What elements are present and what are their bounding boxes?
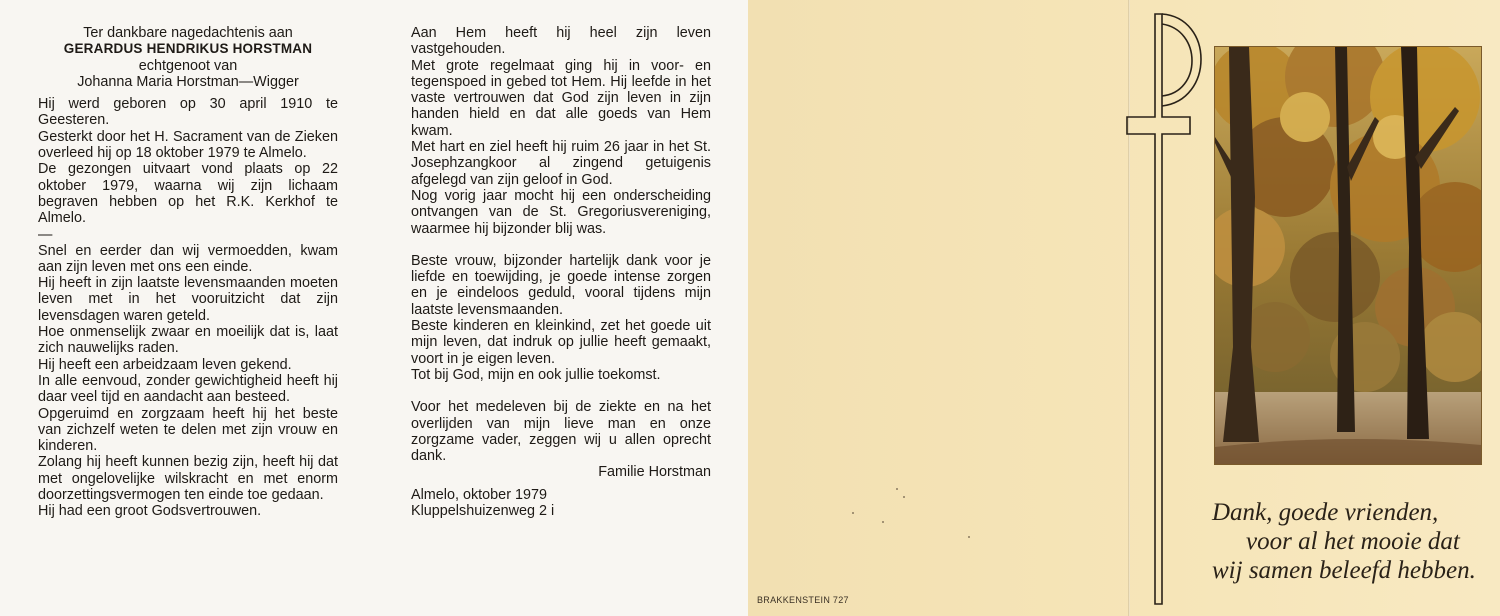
intro-line: Ter dankbare nagedachtenis aan — [83, 25, 293, 41]
paragraph: Nog vorig jaar mocht hij een onderscheiding ontvangen van de St. Gregoriusvereniging, waarmee hij bijzonder blij was. — [411, 187, 711, 237]
paragraph: Voor het medeleven bij de ziekte en na het overlijden van mijn lieve man en onze zorgzame vader, zeggen wij u allen oprecht dank. — [411, 399, 711, 465]
deceased-name: GERARDUS HENDRIKUS HORSTMAN — [63, 41, 313, 57]
death-paragraph: Gesterkt door het H. Sacrament van de Zieken overleed hij op 18 oktober 1979 te Almelo. — [38, 128, 338, 162]
paragraph: Met hart en ziel heeft hij ruim 26 jaar in het St. Josephzangkoor al zingend getuigenis afgelegd van zijn geloof in God. — [411, 139, 711, 188]
address: Kluppelshuizenweg 2 i — [411, 503, 555, 520]
separator-dash: — — [38, 226, 53, 243]
paragraph: Hij had een groot Godsvertrouwen. — [38, 503, 262, 520]
printer-mark: BRAKKENSTEIN 727 — [757, 595, 849, 605]
funeral-paragraph: De gezongen uitvaart vond plaats op 22 oktober 1979, waarna wij zijn lichaam begraven hebben op het R.K. Kerkhof te Almelo. — [38, 161, 338, 227]
paragraph: Beste vrouw, bijzonder hartelijk dank voor je liefde en toewijding, je goede intense zorgen en je eindeloos geduld, vooral tijdens mijn laatste levensmaanden. — [411, 252, 711, 318]
birth-paragraph: Hij werd geboren op 30 april 1910 te Geesteren. — [38, 96, 338, 129]
paragraph: Opgeruimd en zorgzaam heeft hij het beste van zichzelf weten te delen met zijn vrouw en kinderen. — [38, 405, 338, 455]
verse-line: Dank, goede vrienden, — [1212, 499, 1439, 526]
paragraph: Hij heeft in zijn laatste levensmaanden moeten leven met in het vooruitzicht dat zijn levensdagen waren geteld. — [38, 275, 338, 324]
memorial-text-right — [411, 25, 711, 519]
thank-you-verse — [1190, 498, 1490, 585]
paragraph: Snel en eerder dan wij vermoedden, kwam aan zijn leven met ons een einde. — [38, 242, 338, 275]
spouse-name: Johanna Maria Horstman—Wigger — [77, 73, 299, 90]
paragraph: Hoe onmenselijk zwaar en moeilijk dat is, laat zich nauwelijks raden. — [38, 324, 338, 357]
paragraph: Beste kinderen en kleinkind, zet het goede uit mijn leven, dat indruk op jullie heeft gemaakt, voort in je eigen leven. — [411, 318, 711, 367]
paragraph: Zolang hij heeft kunnen bezig zijn, heeft hij dat met ongelovelijke wilskracht en met enorm doorzettingsvermogen ten einde toe gedaan. — [38, 454, 338, 504]
verse-line: wij samen beleefd hebben. — [1212, 557, 1476, 584]
autumn-forest-photo — [1214, 46, 1482, 465]
paragraph: Met grote regelmaat ging hij in voor- en tegenspoed in gebed tot Hem. Hij leefde in het vaste vertrouwen dat God zijn leven in zijn handen hield en dat alle goeds van Hem kwam. — [411, 57, 711, 139]
verse-line: voor al het mooie dat — [1246, 528, 1460, 555]
place-date: Almelo, oktober 1979 — [411, 486, 547, 503]
memorial-text-left — [38, 25, 338, 520]
spouse-label: echtgenoot van — [138, 57, 238, 74]
paragraph: Hij heeft een arbeidzaam leven gekend. — [38, 356, 292, 373]
paragraph: Tot bij God, mijn en ook jullie toekomst. — [411, 366, 661, 383]
card-inner-page — [0, 0, 748, 616]
family-signature: Familie Horstman — [598, 464, 711, 481]
paragraph: In alle eenvoud, zonder gewichtigheid heeft hij daar veel tijd en aandacht aan besteed. — [38, 372, 338, 406]
paragraph: Aan Hem heeft hij heel zijn leven vastgehouden. — [411, 25, 711, 58]
